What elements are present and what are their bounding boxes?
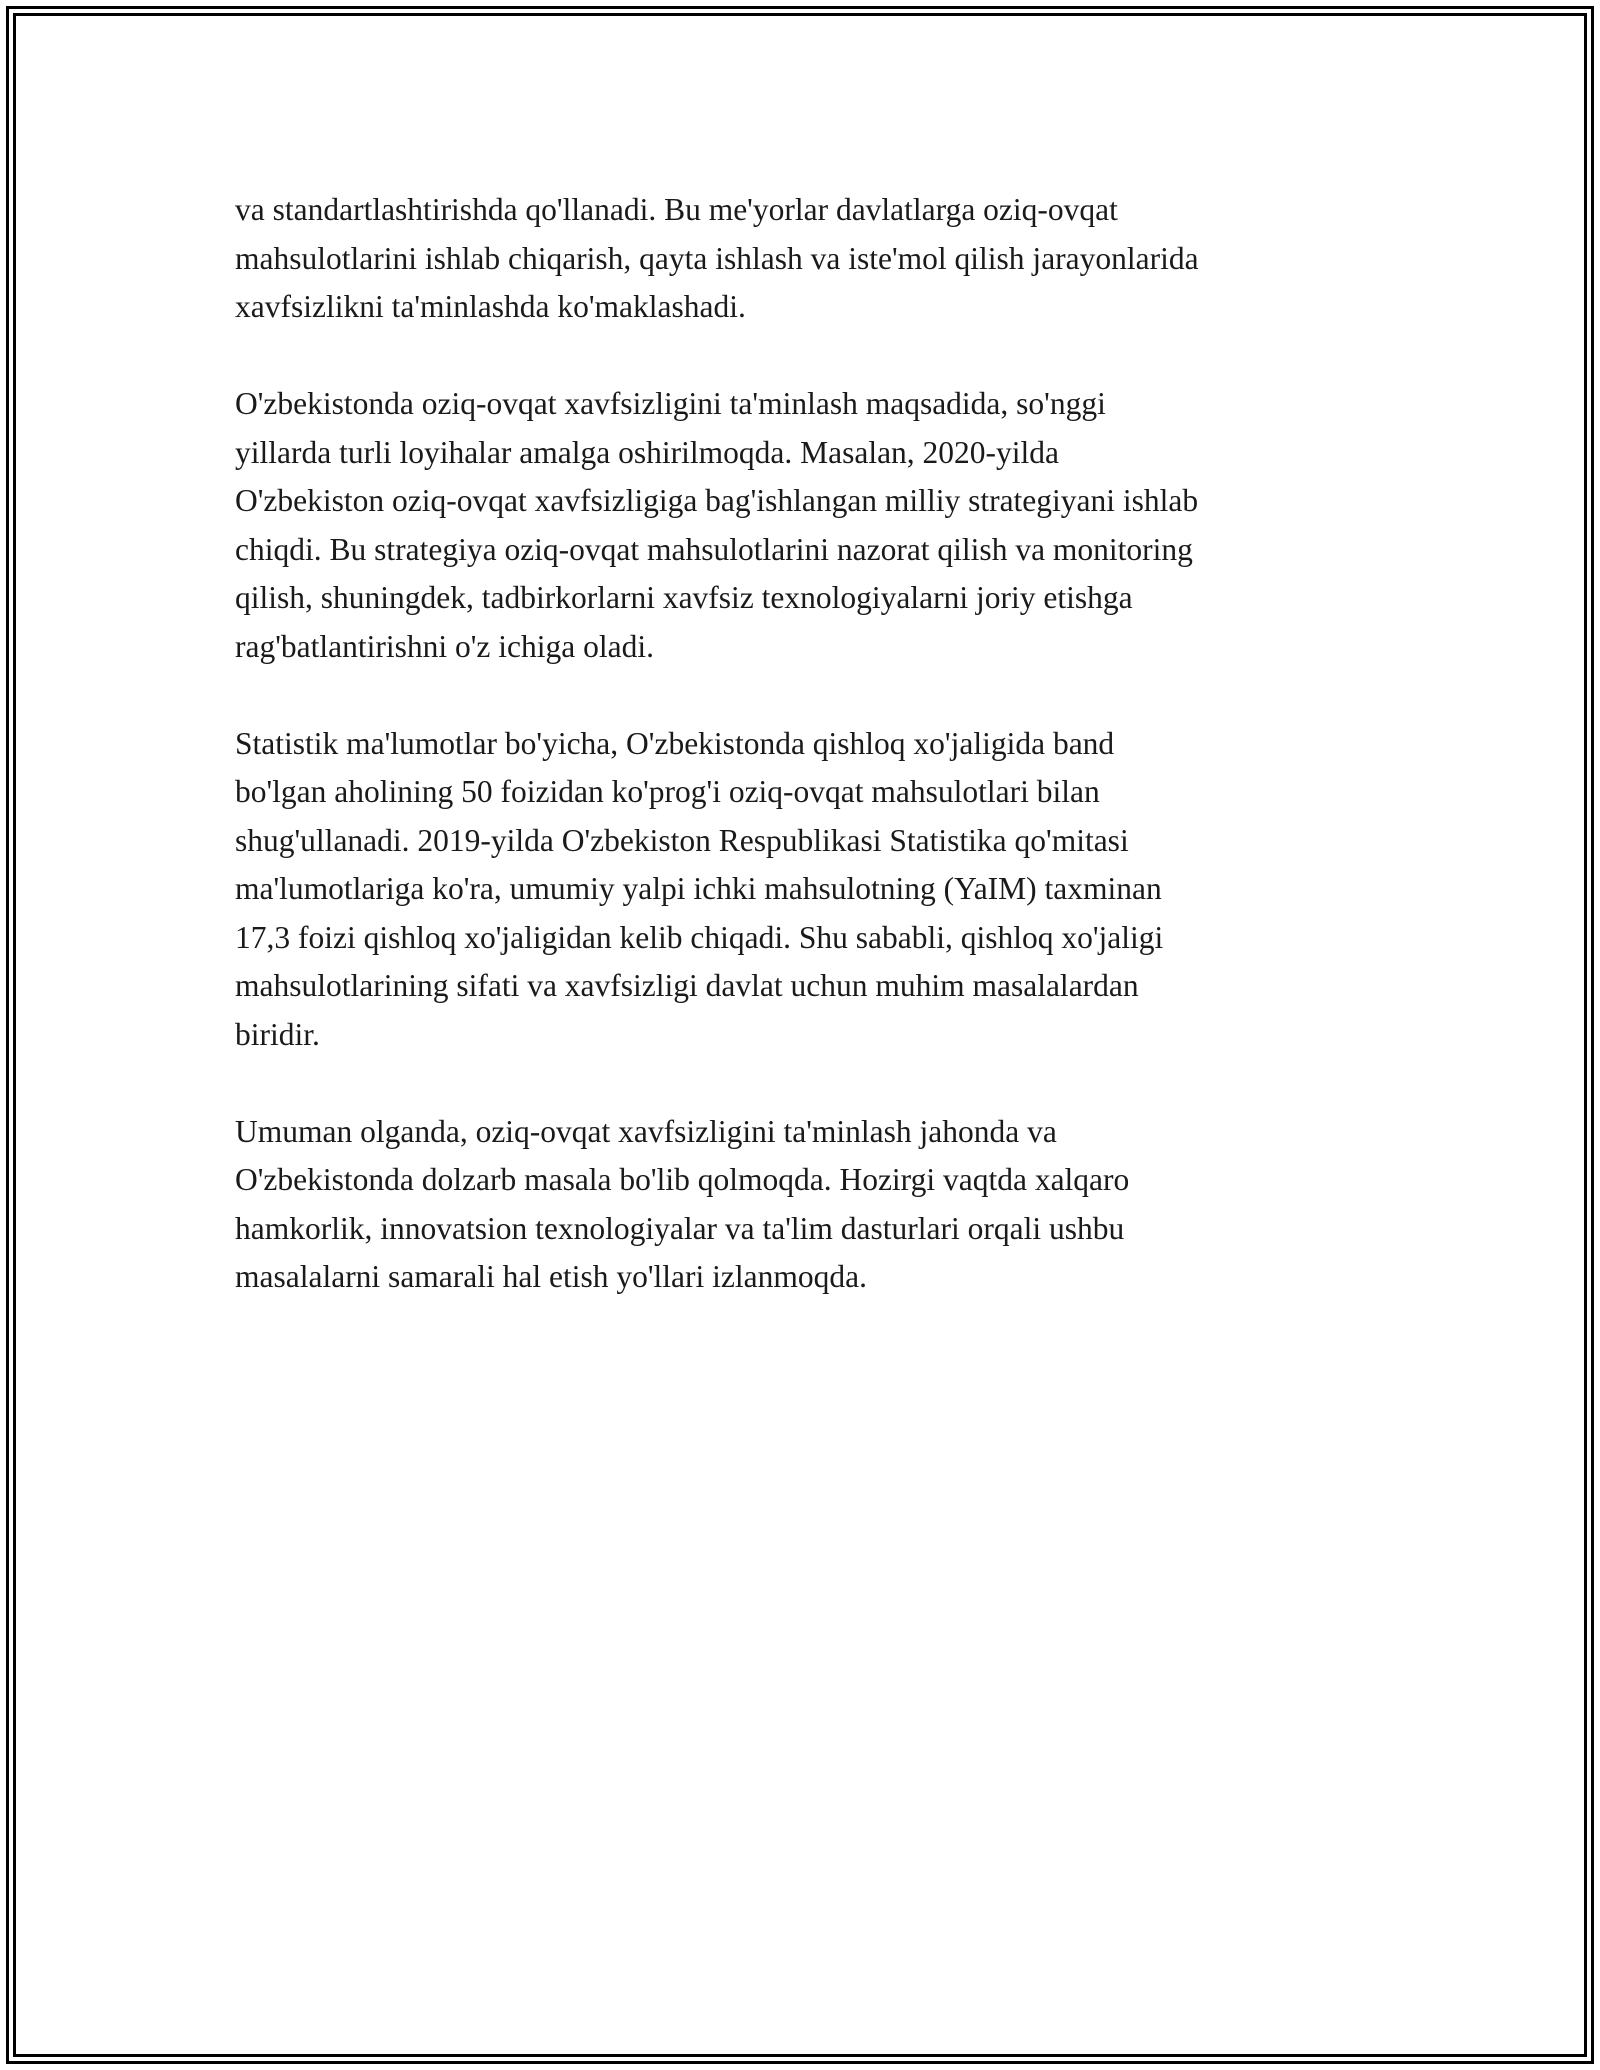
- paragraph-1: [235, 186, 1365, 332]
- text-line: xavfsizlikni ta'minlashda ko'maklashadi.: [235, 289, 746, 324]
- text-line: yillarda turli loyihalar amalga oshirilmoqda. Masalan, 2020-yilda: [235, 434, 1060, 470]
- text-line: 17,3 foizi qishloq xo'jaligidan kelib chiqadi. Shu sababli, qishloq xo'jaligi: [235, 919, 1164, 955]
- text-line: rag'batlantirishni o'z ichiga oladi.: [235, 628, 654, 664]
- text-line: O'zbekiston oziq-ovqat xavfsizligiga bag'ishlangan milliy strategiyani ishlab: [235, 483, 1199, 518]
- text-line: ma'lumotlariga ko'ra, umumiy yalpi ichki mahsulotning (YaIM) taxminan: [235, 871, 1162, 906]
- document-body: [235, 186, 1365, 1350]
- text-line: shug'ullanadi. 2019-yilda O'zbekiston Respublikasi Statistika qo'mitasi: [235, 822, 1129, 858]
- text-line: biridir.: [235, 1016, 320, 1052]
- text-line: Statistik ma'lumotlar bo'yicha, O'zbekistonda qishloq xo'jaligida band: [235, 725, 1115, 761]
- text-line: hamkorlik, innovatsion texnologiyalar va ta'lim dasturlari orqali ushbu: [235, 1210, 1125, 1246]
- paragraph-2: [235, 380, 1365, 671]
- paragraph-3: [235, 720, 1365, 1060]
- text-line: masalalarni samarali hal etish yo'llari izlanmoqda.: [235, 1259, 867, 1294]
- text-line: va standartlashtirishda qo'llanadi. Bu me'yorlar davlatlarga oziq-ovqat: [235, 192, 1118, 227]
- paragraph-4: [235, 1108, 1365, 1302]
- text-line: mahsulotlarining sifati va xavfsizligi davlat uchun muhim masalalardan: [235, 968, 1139, 1003]
- text-line: chiqdi. Bu strategiya oziq-ovqat mahsulotlarini nazorat qilish va monitoring: [235, 531, 1193, 567]
- text-line: bo'lgan aholining 50 foizidan ko'prog'i oziq-ovqat mahsulotlari bilan: [235, 774, 1100, 809]
- text-line: O'zbekistonda oziq-ovqat xavfsizligini ta'minlash maqsadida, so'nggi: [235, 386, 1106, 421]
- text-line: O'zbekistonda dolzarb masala bo'lib qolmoqda. Hozirgi vaqtda xalqaro: [235, 1162, 1130, 1197]
- text-line: qilish, shuningdek, tadbirkorlarni xavfsiz texnologiyalarni joriy etishga: [235, 580, 1133, 615]
- text-line: mahsulotlarini ishlab chiqarish, qayta ishlash va iste'mol qilish jarayonlarida: [235, 240, 1199, 276]
- text-line: Umuman olganda, oziq-ovqat xavfsizligini ta'minlash jahonda va: [235, 1113, 1057, 1149]
